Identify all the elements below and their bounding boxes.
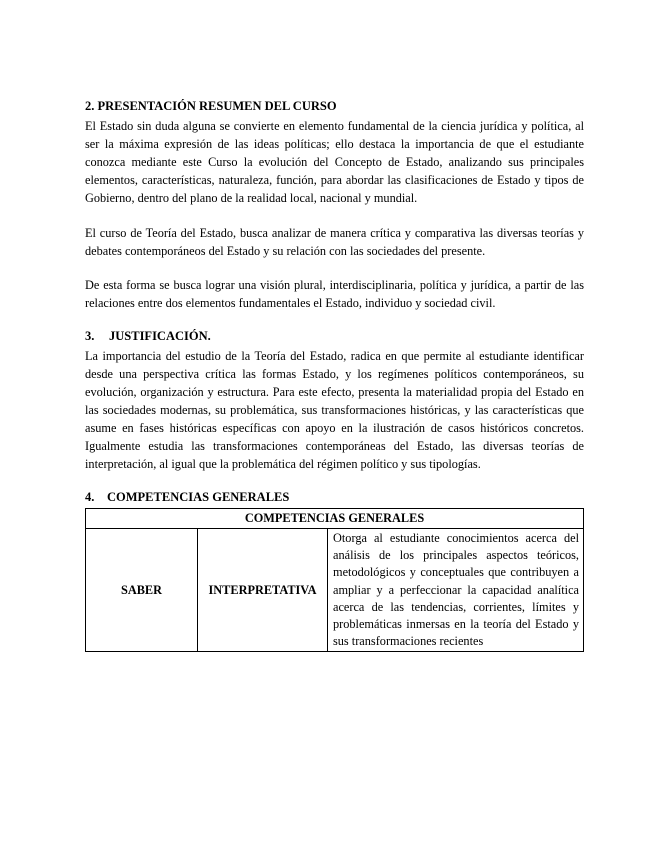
table-row bbox=[86, 529, 584, 652]
document-page bbox=[85, 98, 584, 652]
section-2-paragraph-1: El Estado sin duda alguna se convierte en elemento fundamental de la ciencia jurídica y política, al ser la máxima expresión de las ideas políticas; ello destaca la importancia de que el estudiante conozca mediante este Curso la evolución del Concepto de Estado, analizando sus principales elementos, características, naturaleza, función, para abordar las clasificaciones de Estado y tipos de Gobierno, dentro del plano de la realidad local, nacional y mundial. bbox=[85, 119, 584, 205]
section-2-paragraph-3: De esta forma se busca lograr una visión plural, interdisciplinaria, política y jurídica, a partir de las relaciones entre dos elementos fundamentales el Estado, individuo y sociedad civil. bbox=[85, 278, 584, 310]
competency-type-cell: INTERPRETATIVA bbox=[198, 529, 328, 652]
section-4-title: COMPETENCIAS GENERALES bbox=[107, 490, 290, 504]
competencies-table-header-row bbox=[86, 509, 584, 529]
section-4-number: 4. bbox=[85, 490, 95, 504]
competencies-table bbox=[85, 508, 584, 652]
section-3-number: 3. bbox=[85, 329, 95, 343]
section-2-heading: 2. PRESENTACIÓN RESUMEN DEL CURSO bbox=[85, 99, 337, 113]
competencies-table-header: COMPETENCIAS GENERALES bbox=[86, 509, 584, 529]
competency-category-cell: SABER bbox=[86, 529, 198, 652]
competency-description-cell: Otorga al estudiante conocimientos acerca del análisis de los principales aspectos teóricos, metodológicos y conceptuales que contribuyen a ampliar y a perfeccionar la capacidad analítica acerca de las tendencias, corrientes, límites y problemáticas inmersas en la teoría del Estado y sus transformaciones recientes bbox=[328, 529, 584, 652]
section-3-paragraph: La importancia del estudio de la Teoría del Estado, radica en que permite al estudiante identificar desde una perspectiva crítica las formas Estado, y los regímenes políticos contemporáneos, su evolución, organización y estructura. Para este efecto, presenta la materialidad propia del Estado en las sociedades modernas, su problemática, sus transformaciones históricas, y las características que asume en fases históricas específicas con apoyo en la ilustración de casos históricos concretos. Igualmente estudia las transformaciones contemporáneas del Estado, las diversas teorías de interpretación, al igual que la problemática del régimen político y sus tipologías. bbox=[85, 349, 584, 471]
section-2-paragraph-2: El curso de Teoría del Estado, busca analizar de manera crítica y comparativa las diversas teorías y debates contemporáneos del Estado y su relación con las sociedades del presente. bbox=[85, 226, 584, 258]
section-3-heading bbox=[85, 328, 584, 344]
section-4-heading bbox=[85, 489, 584, 505]
section-3-title: JUSTIFICACIÓN. bbox=[109, 329, 211, 343]
